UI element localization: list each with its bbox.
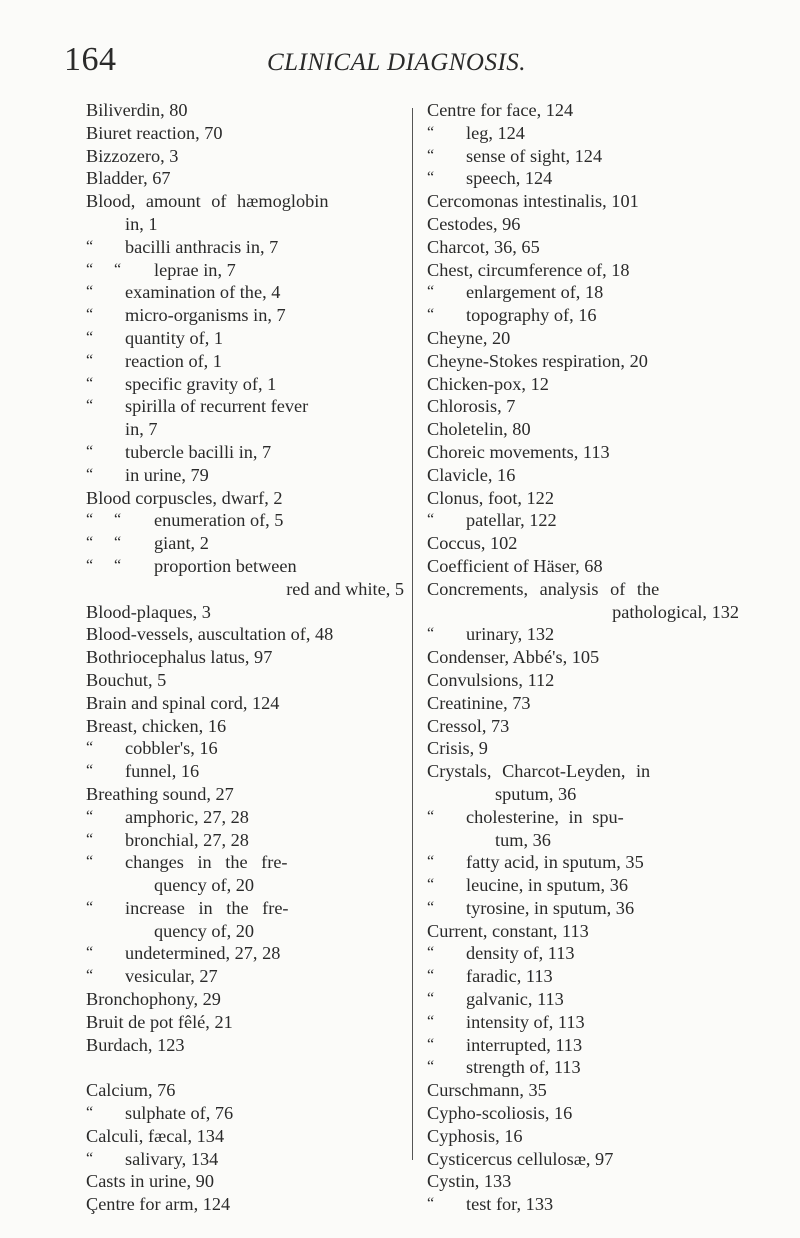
ditto-mark: “	[114, 534, 122, 552]
index-entry-continuation: pathological, 132	[612, 601, 739, 622]
index-entry: Brain and spinal cord, 124	[86, 692, 280, 713]
index-entry: Bruit de pot fêlé, 21	[86, 1011, 233, 1032]
index-subentry: “ bacilli anthracis in, 7	[86, 236, 279, 257]
index-entry: Bizzozero, 3	[86, 145, 179, 166]
ditto-mark: “	[427, 625, 435, 643]
index-entry: Blood-plaques, 3	[86, 601, 211, 622]
running-title: CLINICAL DIAGNOSIS.	[267, 49, 527, 76]
index-subentry: “ cobbler's, 16	[86, 738, 218, 759]
index-column-right	[427, 99, 739, 1216]
ditto-mark: “	[114, 556, 122, 574]
index-subentry: “ leg, 124	[427, 122, 525, 143]
index-entry: Casts in urine, 90	[86, 1171, 214, 1192]
ditto-mark: “	[427, 1035, 435, 1053]
ditto-mark: “	[114, 260, 122, 278]
index-entry-continuation: quency of, 20	[154, 920, 255, 941]
index-entry: Çentre for arm, 124	[86, 1194, 231, 1215]
index-subentry: “ strength of, 113	[427, 1057, 581, 1078]
ditto-mark: “	[427, 967, 435, 985]
ditto-mark: “	[427, 169, 435, 187]
index-entry: Crisis, 9	[427, 738, 488, 759]
index-entry-continuation: in, 1	[125, 213, 158, 234]
index-entry-continuation: red and white, 5	[286, 578, 404, 599]
index-subentry: “ amphoric, 27, 28	[86, 806, 249, 827]
ditto-mark: “	[86, 283, 94, 301]
index-entry: Cercomonas intestinalis, 101	[427, 191, 639, 212]
ditto-mark: “	[86, 511, 94, 529]
index-subentry: “ speech, 124	[427, 168, 553, 189]
index-entry: Cressol, 73	[427, 715, 510, 736]
index-subentry: “ cholesterine, in spu-	[427, 806, 624, 827]
index-entry: Crystals, Charcot-Leyden, in	[427, 761, 651, 782]
index-entry: Biuret reaction, 70	[86, 122, 223, 143]
index-subentry: “ changes in the fre-	[86, 852, 288, 873]
index-entry: Cyphosis, 16	[427, 1125, 523, 1146]
index-entry: Calculi, fæcal, 134	[86, 1125, 225, 1146]
index-subentry: “ in urine, 79	[86, 464, 209, 485]
index-subentry: “ faradic, 113	[427, 966, 553, 987]
index-entry: Centre for face, 124	[427, 100, 574, 120]
index-subentry: “ tubercle bacilli in, 7	[86, 441, 272, 462]
ditto-mark: “	[427, 1058, 435, 1076]
index-entry-continuation: sputum, 36	[495, 783, 577, 804]
page-header	[0, 40, 800, 80]
index-subentry: “ patellar, 122	[427, 510, 557, 531]
index-subentry: “ “ enumeration of, 5	[86, 510, 284, 531]
index-subentry: “ topography of, 16	[427, 305, 597, 326]
index-entry: Creatinine, 73	[427, 692, 531, 713]
ditto-mark: “	[427, 1012, 435, 1030]
index-entry: Calcium, 76	[86, 1080, 176, 1101]
index-entry: Biliverdin, 80	[86, 100, 188, 120]
index-entry: Bladder, 67	[86, 168, 171, 189]
ditto-mark: “	[86, 1104, 94, 1122]
index-subentry: “ density of, 113	[427, 943, 575, 964]
ditto-mark: “	[86, 306, 94, 324]
ditto-mark: “	[86, 853, 94, 871]
index-entry: Bronchophony, 29	[86, 989, 221, 1010]
index-entry: Blood, amount of hæmoglobin	[86, 191, 329, 212]
index-subentry: “ “ giant, 2	[86, 533, 209, 554]
index-entry: Concrements, analysis of the	[427, 578, 660, 599]
index-subentry: “ reaction of, 1	[86, 350, 222, 371]
ditto-mark: “	[427, 511, 435, 529]
index-subentry: “ “ proportion between	[86, 555, 297, 576]
index-subentry: “ urinary, 132	[427, 624, 555, 645]
index-entry: Condenser, Abbé's, 105	[427, 647, 600, 668]
ditto-mark: “	[86, 397, 94, 415]
index-entry: Cystin, 133	[427, 1171, 512, 1192]
index-subentry: “ sense of sight, 124	[427, 145, 603, 166]
ditto-mark: “	[86, 534, 94, 552]
ditto-mark: “	[427, 283, 435, 301]
index-subentry: “ vesicular, 27	[86, 966, 218, 987]
ditto-mark: “	[427, 876, 435, 894]
ditto-mark: “	[427, 853, 435, 871]
ditto-mark: “	[86, 944, 94, 962]
index-entry: Choletelin, 80	[427, 419, 531, 440]
index-entry: Current, constant, 113	[427, 920, 589, 941]
index-entry: Clonus, foot, 122	[427, 487, 554, 508]
index-subentry: “ interrupted, 113	[427, 1034, 583, 1055]
index-entry: Chicken-pox, 12	[427, 373, 549, 394]
index-entry: Breast, chicken, 16	[86, 715, 227, 736]
ditto-mark: “	[427, 807, 435, 825]
ditto-mark: “	[86, 1149, 94, 1167]
ditto-mark: “	[86, 739, 94, 757]
index-entry: Cheyne, 20	[427, 327, 511, 348]
ditto-mark: “	[427, 123, 435, 141]
ditto-mark: “	[86, 898, 94, 916]
index-entry: Bouchut, 5	[86, 669, 167, 690]
index-subentry: “ funnel, 16	[86, 761, 200, 782]
ditto-mark: “	[86, 374, 94, 392]
index-subentry: “ galvanic, 113	[427, 989, 564, 1010]
ditto-mark: “	[427, 146, 435, 164]
index-entry: Burdach, 123	[86, 1034, 185, 1055]
index-subentry: “ salivary, 134	[86, 1148, 219, 1169]
index-entry: Curschmann, 35	[427, 1080, 547, 1101]
index-entry: Cestodes, 96	[427, 213, 521, 234]
index-subentry: “ fatty acid, in sputum, 35	[427, 852, 644, 873]
ditto-mark: “	[86, 442, 94, 460]
ditto-mark: “	[86, 328, 94, 346]
ditto-mark: “	[86, 465, 94, 483]
ditto-mark: “	[427, 1195, 435, 1213]
index-subentry: “ micro-organisms in, 7	[86, 305, 286, 326]
index-entry: Blood-vessels, auscultation of, 48	[86, 624, 334, 645]
index-entry: Coefficient of Häser, 68	[427, 555, 603, 576]
index-subentry: “ test for, 133	[427, 1194, 554, 1215]
index-entry: Breathing sound, 27	[86, 783, 234, 804]
index-subentry: “ sulphate of, 76	[86, 1103, 234, 1124]
ditto-mark: “	[427, 306, 435, 324]
index-entry: Chlorosis, 7	[427, 396, 516, 417]
ditto-mark: “	[86, 237, 94, 255]
ditto-mark: “	[86, 967, 94, 985]
index-entry-continuation: tum, 36	[495, 829, 551, 850]
index-subentry: “ “ leprae in, 7	[86, 259, 236, 280]
index-subentry: “ enlargement of, 18	[427, 282, 604, 303]
index-entry: Charcot, 36, 65	[427, 236, 540, 257]
section-gap	[86, 1056, 404, 1079]
ditto-mark: “	[114, 511, 122, 529]
index-entry: Chest, circumference of, 18	[427, 259, 630, 280]
index-entry: Choreic movements, 113	[427, 441, 610, 462]
index-subentry: “ spirilla of recurrent fever	[86, 396, 309, 417]
index-entry: Clavicle, 16	[427, 464, 516, 485]
ditto-mark: “	[427, 990, 435, 1008]
ditto-mark: “	[427, 944, 435, 962]
index-entry: Cysticercus cellulosæ, 97	[427, 1148, 614, 1169]
index-entry: Convulsions, 112	[427, 669, 555, 690]
index-subentry: “ increase in the fre-	[86, 897, 289, 918]
ditto-mark: “	[86, 260, 94, 278]
ditto-mark: “	[86, 556, 94, 574]
page-number: 164	[64, 41, 117, 78]
ditto-mark: “	[86, 762, 94, 780]
column-divider	[412, 108, 413, 1160]
index-subentry: “ bronchial, 27, 28	[86, 829, 249, 850]
index-column-left	[86, 99, 404, 1216]
index-subentry: “ quantity of, 1	[86, 327, 223, 348]
index-entry: Cypho-scoliosis, 16	[427, 1103, 573, 1124]
index-subentry: “ tyrosine, in sputum, 36	[427, 897, 635, 918]
index-entry: Blood corpuscles, dwarf, 2	[86, 487, 283, 508]
index-subentry: “ leucine, in sputum, 36	[427, 875, 628, 896]
index-subentry: “ intensity of, 113	[427, 1011, 585, 1032]
index-subentry: “ specific gravity of, 1	[86, 373, 277, 394]
ditto-mark: “	[86, 830, 94, 848]
index-entry: Bothriocephalus latus, 97	[86, 647, 273, 668]
index-subentry: “ examination of the, 4	[86, 282, 281, 303]
index-entry-continuation: quency of, 20	[154, 875, 255, 896]
index-subentry: “ undetermined, 27, 28	[86, 943, 281, 964]
index-entry-continuation: in, 7	[125, 419, 158, 440]
ditto-mark: “	[427, 898, 435, 916]
ditto-mark: “	[86, 807, 94, 825]
ditto-mark: “	[86, 351, 94, 369]
index-entry: Coccus, 102	[427, 533, 518, 554]
index-entry: Cheyne-Stokes respiration, 20	[427, 350, 648, 371]
